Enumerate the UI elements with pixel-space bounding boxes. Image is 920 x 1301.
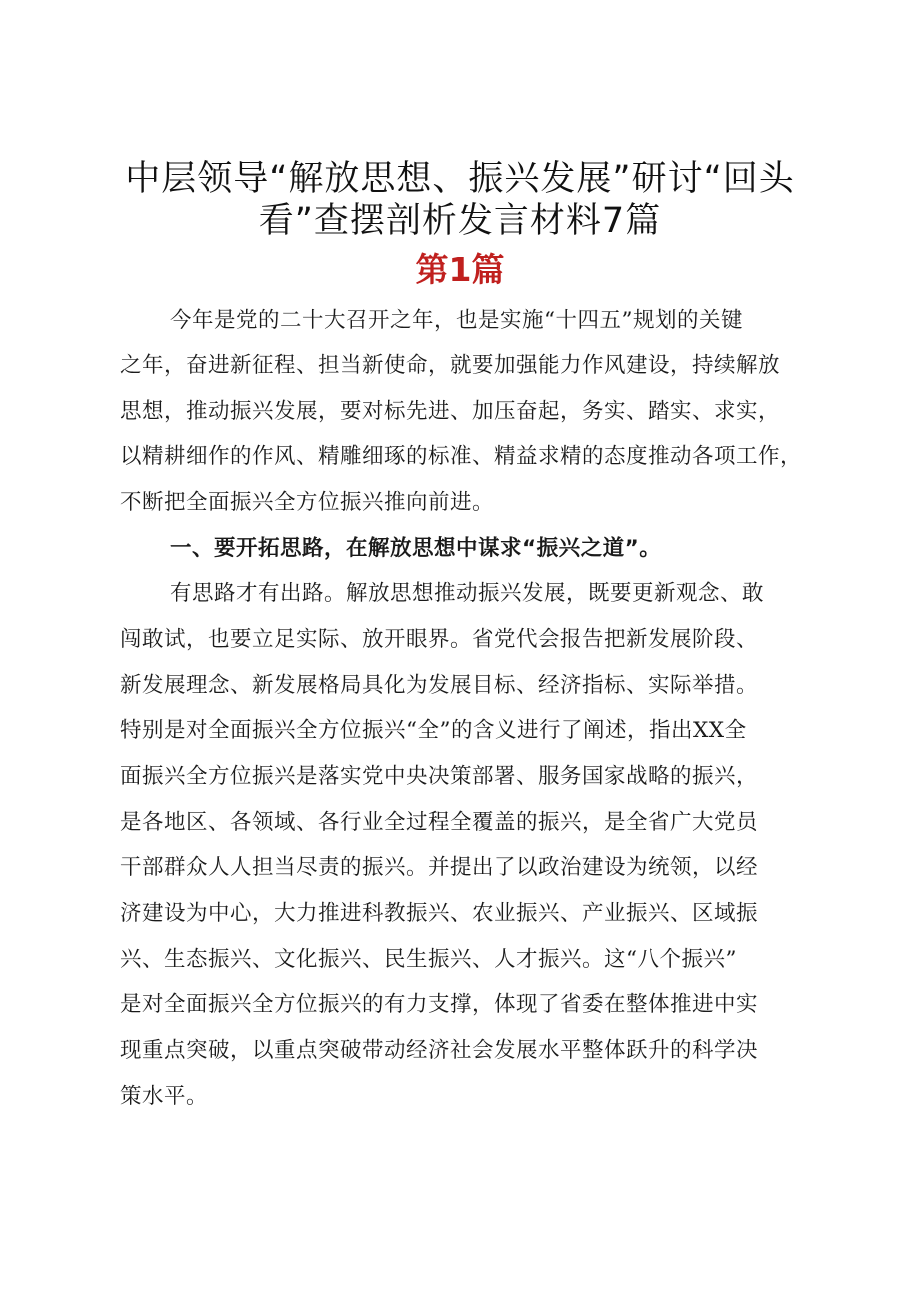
paragraph-2-line: 特别是对全面振兴全方位振兴“全”的含义进行了阐述，指出XX全: [120, 718, 747, 743]
section-label: 第1篇: [415, 250, 505, 289]
paragraph-2-line: 济建设为中心，大力推进科教振兴、农业振兴、产业振兴、区域振: [120, 901, 759, 926]
paragraph-1-line: 以精耕细作的作风、精雕细琢的标准、精益求精的态度推动各项工作，: [120, 444, 803, 469]
paragraph-2-line: 兴、生态振兴、文化振兴、民生振兴、人才振兴。这“八个振兴”: [120, 947, 737, 972]
paragraph-2-line: 有思路才有出路。解放思想推动振兴发展，既要更新观念、敢: [170, 581, 765, 606]
document-title-line-1: 中层领导“解放思想、振兴发展”研讨“回头: [125, 159, 795, 199]
section-heading-1: 一、要开拓思路，在解放思想中谋求“振兴之道”。: [170, 536, 662, 561]
paragraph-1-line: 思想，推动振兴发展，要对标先进、加压奋起，务实、踏实、求实，: [120, 399, 781, 424]
document-title-line-2: 看”查摆剖析发言材料7篇: [258, 201, 662, 241]
paragraph-2-line: 是对全面振兴全方位振兴的有力支撑，体现了省委在整体推进中实: [120, 992, 759, 1017]
paragraph-2-line: 是各地区、各领域、各行业全过程全覆盖的振兴，是全省广大党员: [120, 810, 759, 835]
paragraph-1-line: 今年是党的二十大召开之年，也是实施“十四五”规划的关键: [170, 308, 743, 333]
paragraph-2-line: 干部群众人人担当尽责的振兴。并提出了以政治建设为统领，以经: [120, 855, 759, 880]
paragraph-2-line: 现重点突破，以重点突破带动经济社会发展水平整体跃升的科学决: [120, 1038, 759, 1063]
paragraph-2-line: 策水平。: [120, 1084, 209, 1109]
paragraph-1-line: 不断把全面振兴全方位振兴推向前进。: [120, 490, 495, 515]
paragraph-2-line: 新发展理念、新发展格局具化为发展目标、经济指标、实际举措。: [120, 673, 759, 698]
paragraph-2-line: 面振兴全方位振兴是落实党中央决策部署、服务国家战略的振兴，: [120, 764, 759, 789]
paragraph-2-line: 闯敢试，也要立足实际、放开眼界。省党代会报告把新发展阶段、: [120, 627, 759, 652]
paragraph-1-line: 之年，奋进新征程、担当新使命，就要加强能力作风建设，持续解放: [120, 353, 781, 378]
